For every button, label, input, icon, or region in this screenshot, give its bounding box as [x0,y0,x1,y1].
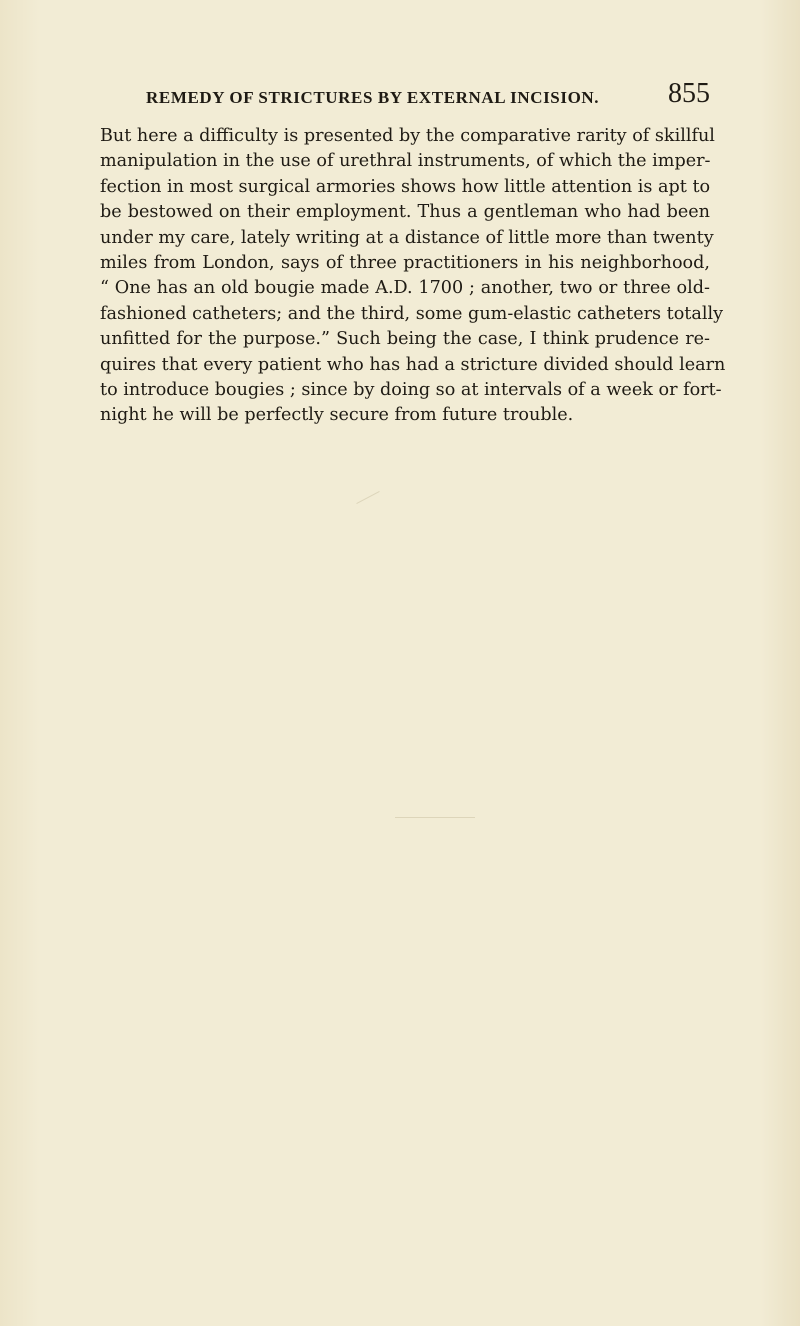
text-line: under my care, lately writing at a distance of little more than twenty [100,227,714,248]
text-line: But here a difficulty is presented by the comparative rarity of skillful [100,126,715,146]
text-line: to introduce bougies ; since by doing so at intervals of a week or fort- [100,380,722,401]
text-line: be bestowed on their employment. Thus a gentleman who had been [100,202,710,223]
text-line: unfitted for the purpose.” Such being the case, I think prudence re- [100,329,710,350]
text-line: “ One has an old bougie made A.D. 1700 ; another, two or three old- [100,278,710,299]
text-line: manipulation in the use of urethral instruments, of which the imper- [100,151,711,172]
text-line: fection in most surgical armories shows how little attention is apt to [100,176,711,197]
paper-blemish [395,817,475,818]
body-paragraph [100,124,726,429]
text-line: night he will be perfectly secure from future trouble. [100,405,574,426]
running-title: REMEDY OF STRICTURES BY EXTERNAL INCISION. [146,88,600,107]
text-line: fashioned catheters; and the third, some gum-elastic catheters totally [100,303,724,324]
running-head [100,78,710,114]
text-line: quires that every patient who has had a stricture divided should learn [100,354,726,375]
text-line: miles from London, says of three practitioners in his neighborhood, [100,253,710,274]
page-number: 855 [668,78,710,109]
paper-blemish [356,491,379,504]
